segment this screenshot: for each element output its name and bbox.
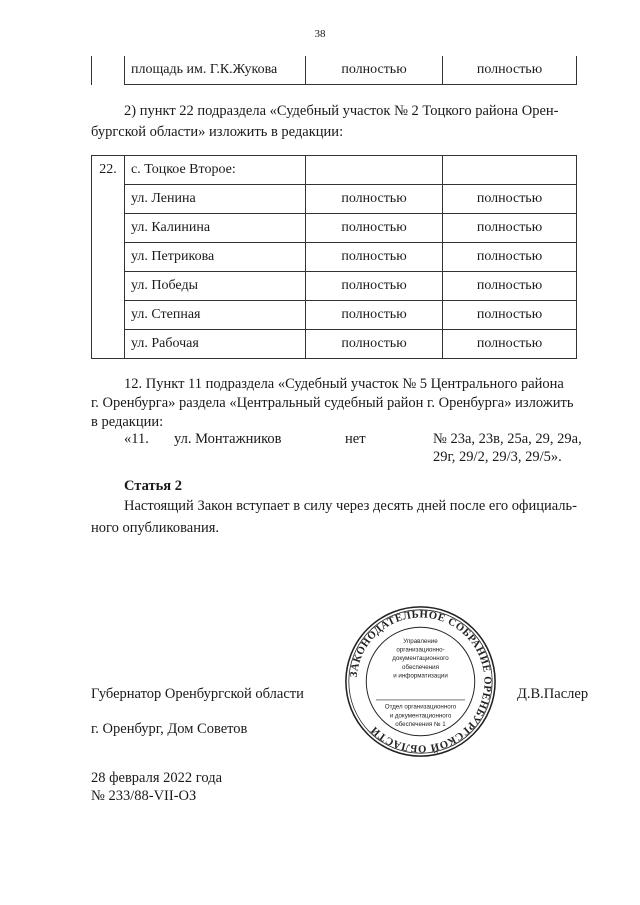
table-row [92,214,577,243]
paragraph-12-line1: 12. Пункт 11 подраздела «Судебный участок № 5 Центрального района [124,376,564,392]
street-cell: площадь им. Г.К.Жукова [125,56,306,85]
seal-inner-line: и информатизации [393,672,448,680]
law-number: № 233/88-VII-ОЗ [91,788,197,804]
paragraph-2-line2: бургской области» изложить в редакции: [91,124,344,140]
status-cell: полностью [443,56,577,85]
article-2-line2: ного опубликования. [91,520,220,536]
table-row [92,330,577,359]
row-number [92,56,125,85]
seal-inner-line: Управление [403,637,438,645]
status-cell: полностью [443,243,577,272]
table-row [92,56,577,85]
status-cell: полностью [306,214,443,243]
row-number: 22. [92,156,125,185]
law-date: 28 февраля 2022 года [91,770,223,786]
status-cell: полностью [306,56,443,85]
status-cell: полностью [306,330,443,359]
seal-inner-line: обеспечения [402,663,439,671]
street-cell: ул. Степная [125,301,306,330]
article-2-line1: Настоящий Закон вступает в силу через десять дней после его официаль- [124,498,577,514]
village-cell: с. Тоцкое Второе: [125,156,306,185]
item-houses-line1: № 23а, 23в, 25а, 29, 29а, [433,431,582,447]
seal-inner-line: Отдел организационного [384,703,457,711]
article-2-title: Статья 2 [124,478,182,494]
table-row [92,185,577,214]
status-cell: полностью [306,272,443,301]
item-street: ул. Монтажников [174,431,282,447]
table-continuation [91,56,577,85]
status-cell: полностью [443,272,577,301]
street-cell: ул. Ленина [125,185,306,214]
street-cell: ул. Рабочая [125,330,306,359]
svg-text:ЗАКОНОДАТЕЛЬНОЕ СОБРАНИЕ ОРЕНБ: ЗАКОНОДАТЕЛЬНОЕ СОБРАНИЕ ОРЕНБУРГСКОЙ ОБЛАСТИ [348,609,493,754]
status-cell: полностью [443,214,577,243]
table-point-22 [91,155,577,359]
street-cell: ул. Петрикова [125,243,306,272]
street-cell: ул. Победы [125,272,306,301]
page-number: 38 [314,28,326,40]
table-row [92,272,577,301]
signing-place: г. Оренбург, Дом Советов [91,721,248,737]
status-cell: полностью [306,301,443,330]
item-number: «11. [124,431,149,447]
status-cell: полностью [443,301,577,330]
paragraph-2-line1: 2) пункт 22 подраздела «Судебный участок № 2 Тоцкого района Орен- [124,103,559,119]
table-row [92,301,577,330]
status-cell: полностью [443,185,577,214]
status-cell: полностью [443,330,577,359]
official-seal [343,604,498,759]
status-cell: полностью [306,185,443,214]
item-houses-line2: 29г, 29/2, 29/3, 29/5». [433,449,562,465]
seal-graphic [343,604,498,759]
item-none: нет [345,431,366,447]
paragraph-12-line2: г. Оренбурга» раздела «Центральный судебный район г. Оренбурга» изложить [91,395,574,411]
table-row [92,156,577,185]
seal-inner-line: обеспечения № 1 [395,721,446,729]
table-row [92,243,577,272]
seal-inner-line: документационного [392,655,449,663]
paragraph-12-line3: в редакции: [91,414,164,430]
seal-inner-line: организационно- [396,646,445,654]
street-cell: ул. Калинина [125,214,306,243]
status-cell: полностью [306,243,443,272]
seal-inner-line: и документационного [389,712,452,720]
governor-position: Губернатор Оренбургской области [91,686,304,702]
governor-name: Д.В.Паслер [517,686,589,702]
